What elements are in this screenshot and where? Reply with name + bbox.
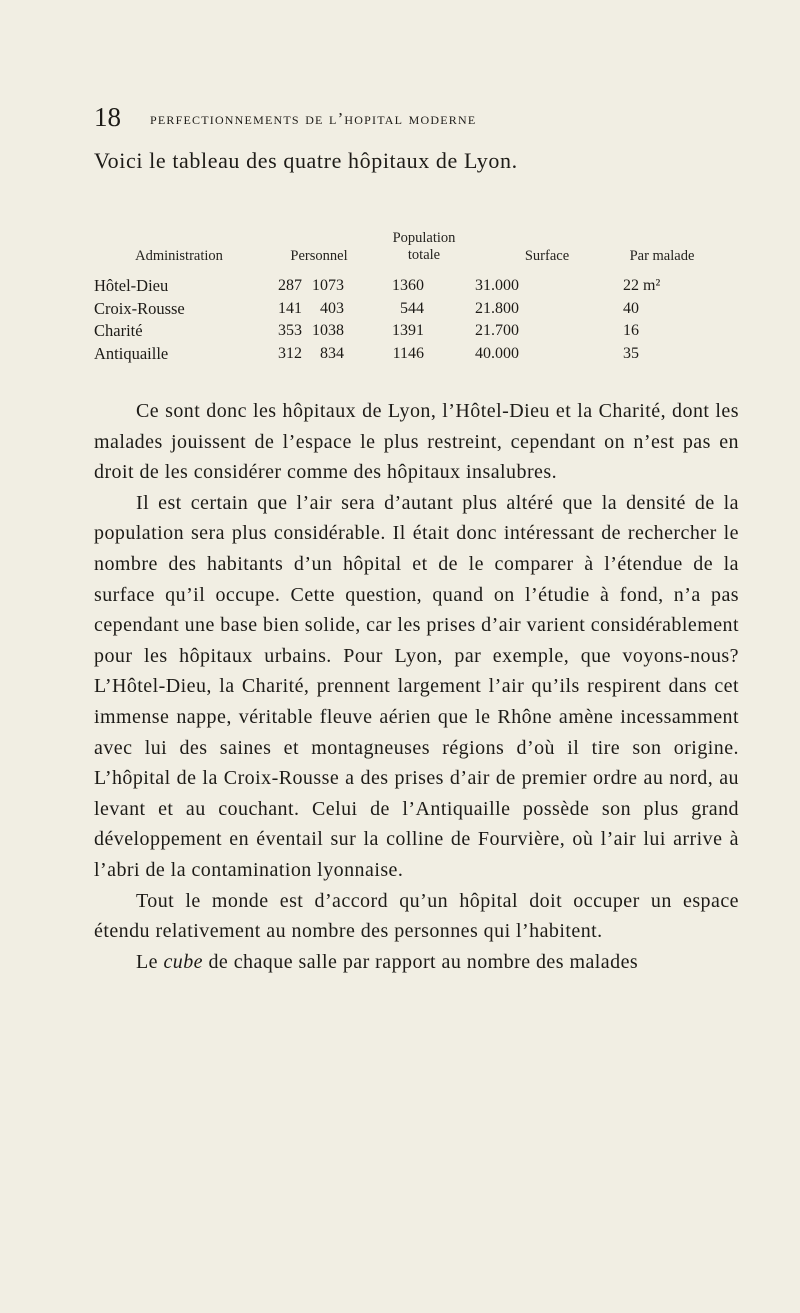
row-name: Hôtel-Dieu [94, 276, 169, 295]
column-header-population [369, 230, 479, 264]
paragraph-last [94, 947, 739, 978]
paragraph: Il est certain que l’air sera d’autant plus altéré que la densité de la population sera plus considérable. Il était donc intéressant de rechercher le nombre des habitants d’un hôpital et de le comparer à l’étendue de la surface qu’il occupe. Cette question, quand on l’étudie à fond, n’a pas cependant une base bien solide, car les prises d’air varient considérablement pour les hôpitaux urbains. Pour Lyon, par exemple, que voyons-nous? L’Hôtel-Dieu, la Charité, prennent largement l’air qu’ils respirent dans cet immense nappe, véritable fleuve aérien que le Rhône amène incessamment avec lui des saines et montagneuses régions d’où il tire son origine. L’hôpital de la Croix-Rousse a des prises d’air de premier ordre au nord, au levant et au couchant. Celui de l’Antiquaille possède son plus grand développement en éventail sur la colline de Fourvière, où l’air lui arrive à l’abri de la contamination lyonnaise. [94, 491, 739, 881]
cell-par-malade: 40 [623, 299, 639, 317]
column-header-par-malade: Par malade [629, 248, 695, 264]
column-header-population-line1: Population [392, 230, 456, 246]
italic-word-cube: cube [163, 950, 204, 973]
cell-administration: 403 [320, 299, 344, 317]
row-name: Antiquaille [94, 343, 169, 363]
paragraph: Ce sont donc les hôpitaux de Lyon, l’Hôtel-Dieu et la Charité, dont les malades jouissent de l’espace le plus restreint, cependant on n’est pas en droit de les considérer comme des hôpitaux insalubres. [94, 400, 739, 484]
cell-par-malade: 22 m² [623, 277, 661, 294]
cell-surface: 21.700 [475, 322, 519, 339]
cell-administration: 834 [320, 344, 344, 362]
column-header-surface: Surface [524, 248, 570, 264]
cell-population: 1360 [392, 277, 424, 294]
running-head [94, 102, 754, 136]
row-name: Charité [94, 321, 143, 340]
paragraph: Tout le monde est d’accord qu’un hôpital doit occuper un espace étendu relativement au nombre des personnes qui l’habitent. [94, 889, 739, 943]
table-row [94, 298, 746, 321]
table-body [94, 275, 746, 365]
table-header [94, 225, 746, 275]
cell-par-malade: 35 [623, 344, 639, 362]
cell-surface: 21.800 [475, 299, 519, 317]
cell-surface: 31.000 [475, 277, 519, 294]
table-row [94, 343, 746, 366]
table-row [94, 275, 746, 298]
column-header-administration: Administration [135, 248, 223, 264]
body-text [94, 396, 739, 977]
cell-surface: 40.000 [475, 344, 519, 362]
last-paragraph-end: de chaque salle par rapport au nombre des malades [203, 950, 639, 973]
running-title: perfectionnements de l’hopital moderne [150, 109, 477, 128]
cell-population: 1146 [392, 344, 424, 362]
column-header-population-line2: totale [407, 247, 441, 263]
row-name: Croix-Rousse [94, 298, 185, 318]
cell-personnel: 312 [278, 344, 302, 362]
column-header-personnel: Personnel [290, 248, 348, 264]
last-paragraph-start: Le [136, 950, 164, 973]
cell-population: 1391 [392, 322, 424, 339]
cell-administration: 1073 [312, 277, 344, 294]
cell-administration: 1038 [312, 322, 344, 339]
table-row [94, 320, 746, 343]
cell-personnel: 353 [278, 322, 302, 339]
page-number: 18 [94, 102, 121, 132]
cell-par-malade: 16 [623, 322, 639, 339]
cell-personnel: 141 [278, 299, 302, 317]
intro-sentence: Voici le tableau des quatre hôpitaux de Lyon. [94, 148, 518, 173]
hospital-table [94, 225, 746, 365]
cell-personnel: 287 [278, 277, 302, 294]
cell-population: 544 [400, 299, 424, 317]
